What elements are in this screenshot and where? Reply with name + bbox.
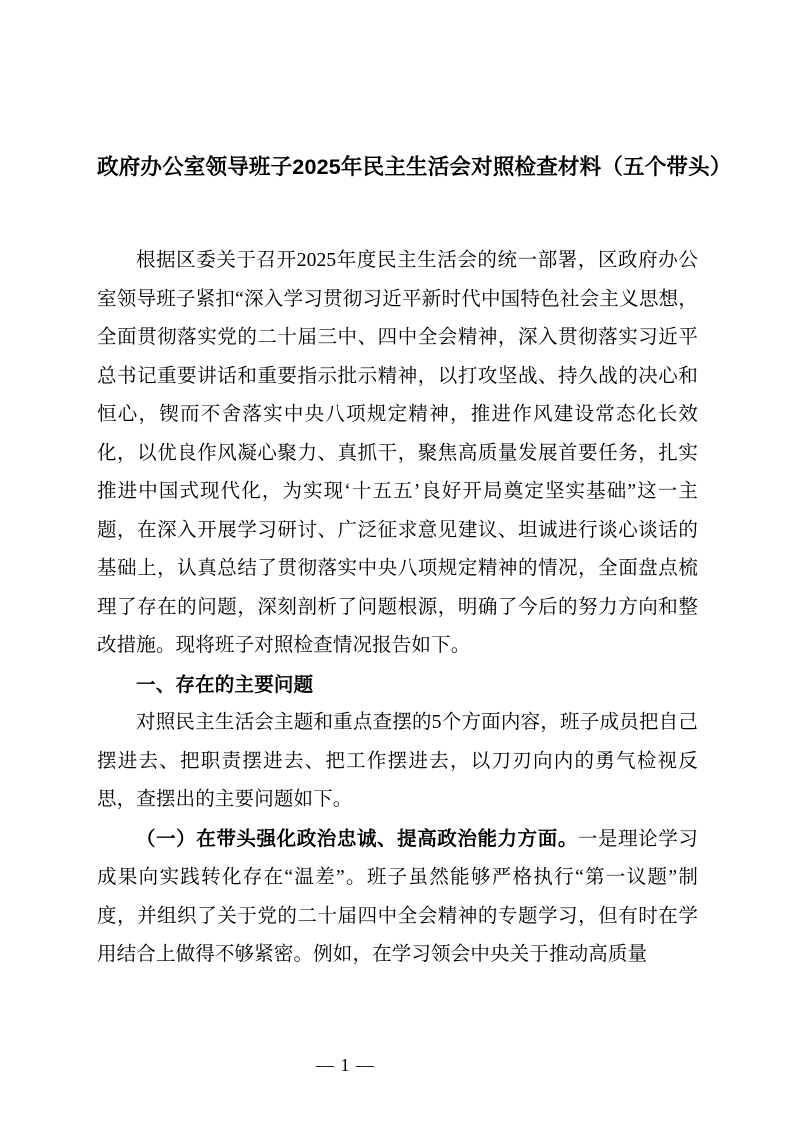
page-title: 政府办公室领导班子2025年民主生活会对照检查材料（五个带头） [97,155,732,179]
subsection-lead-label: （一）在带头强化政治忠诚、提高政治能力方面。 [136,827,578,850]
subsection-political-loyalty [97,820,698,975]
paragraph-intro: 根据区委关于召开2025年度民主生活会的统一部署，区政府办公室领导班子紧扣“深入学习贯彻习近平新时代中国特色社会主义思想，全面贯彻落实党的二十届三中、四中全会精神，深入贯彻落实习近平总书记重要讲话和重要指示批示精神，以打攻坚战、持久战的决心和恒心，锲而不舍落实中央八项规定精神，推进作风建设常态化长效化，以优良作风凝心聚力、真抓干，聚焦高质量发展首要任务，扎实推进中国式现代化，为实现‘十五五’良好开局奠定坚实基础”这一主题，在深入开展学习研讨、广泛征求意见建议、坦诚进行谈心谈话的基础上，认真总结了贯彻落实中央八项规定精神的情况，全面盘点梳理了存在的问题，深刻剖析了问题根源，明确了今后的努力方向和整改措施。现将班子对照检查情况报告如下。 [97,250,698,656]
page-number: — 1 — [316,1055,375,1075]
paragraph-problem-overview: 对照民主生活会主题和重点查摆的5个方面内容，班子成员把自己摆进去、把职责摆进去、把工作摆进去，以刀刃向内的勇气检视反思，查摆出的主要问题如下。 [97,712,698,810]
section-heading-main-problems: 一、存在的主要问题 [136,673,314,696]
subsection-body-text: 一是理论学习成果向实践转化存在“温差”。班子虽然能够严格执行“第一议题”制度，并组织了关于党的二十届四中全会精神的专题学习，但有时在学用结合上做得不够紧密。例如，在学习领会中央关于推动高质量 [97,828,698,965]
